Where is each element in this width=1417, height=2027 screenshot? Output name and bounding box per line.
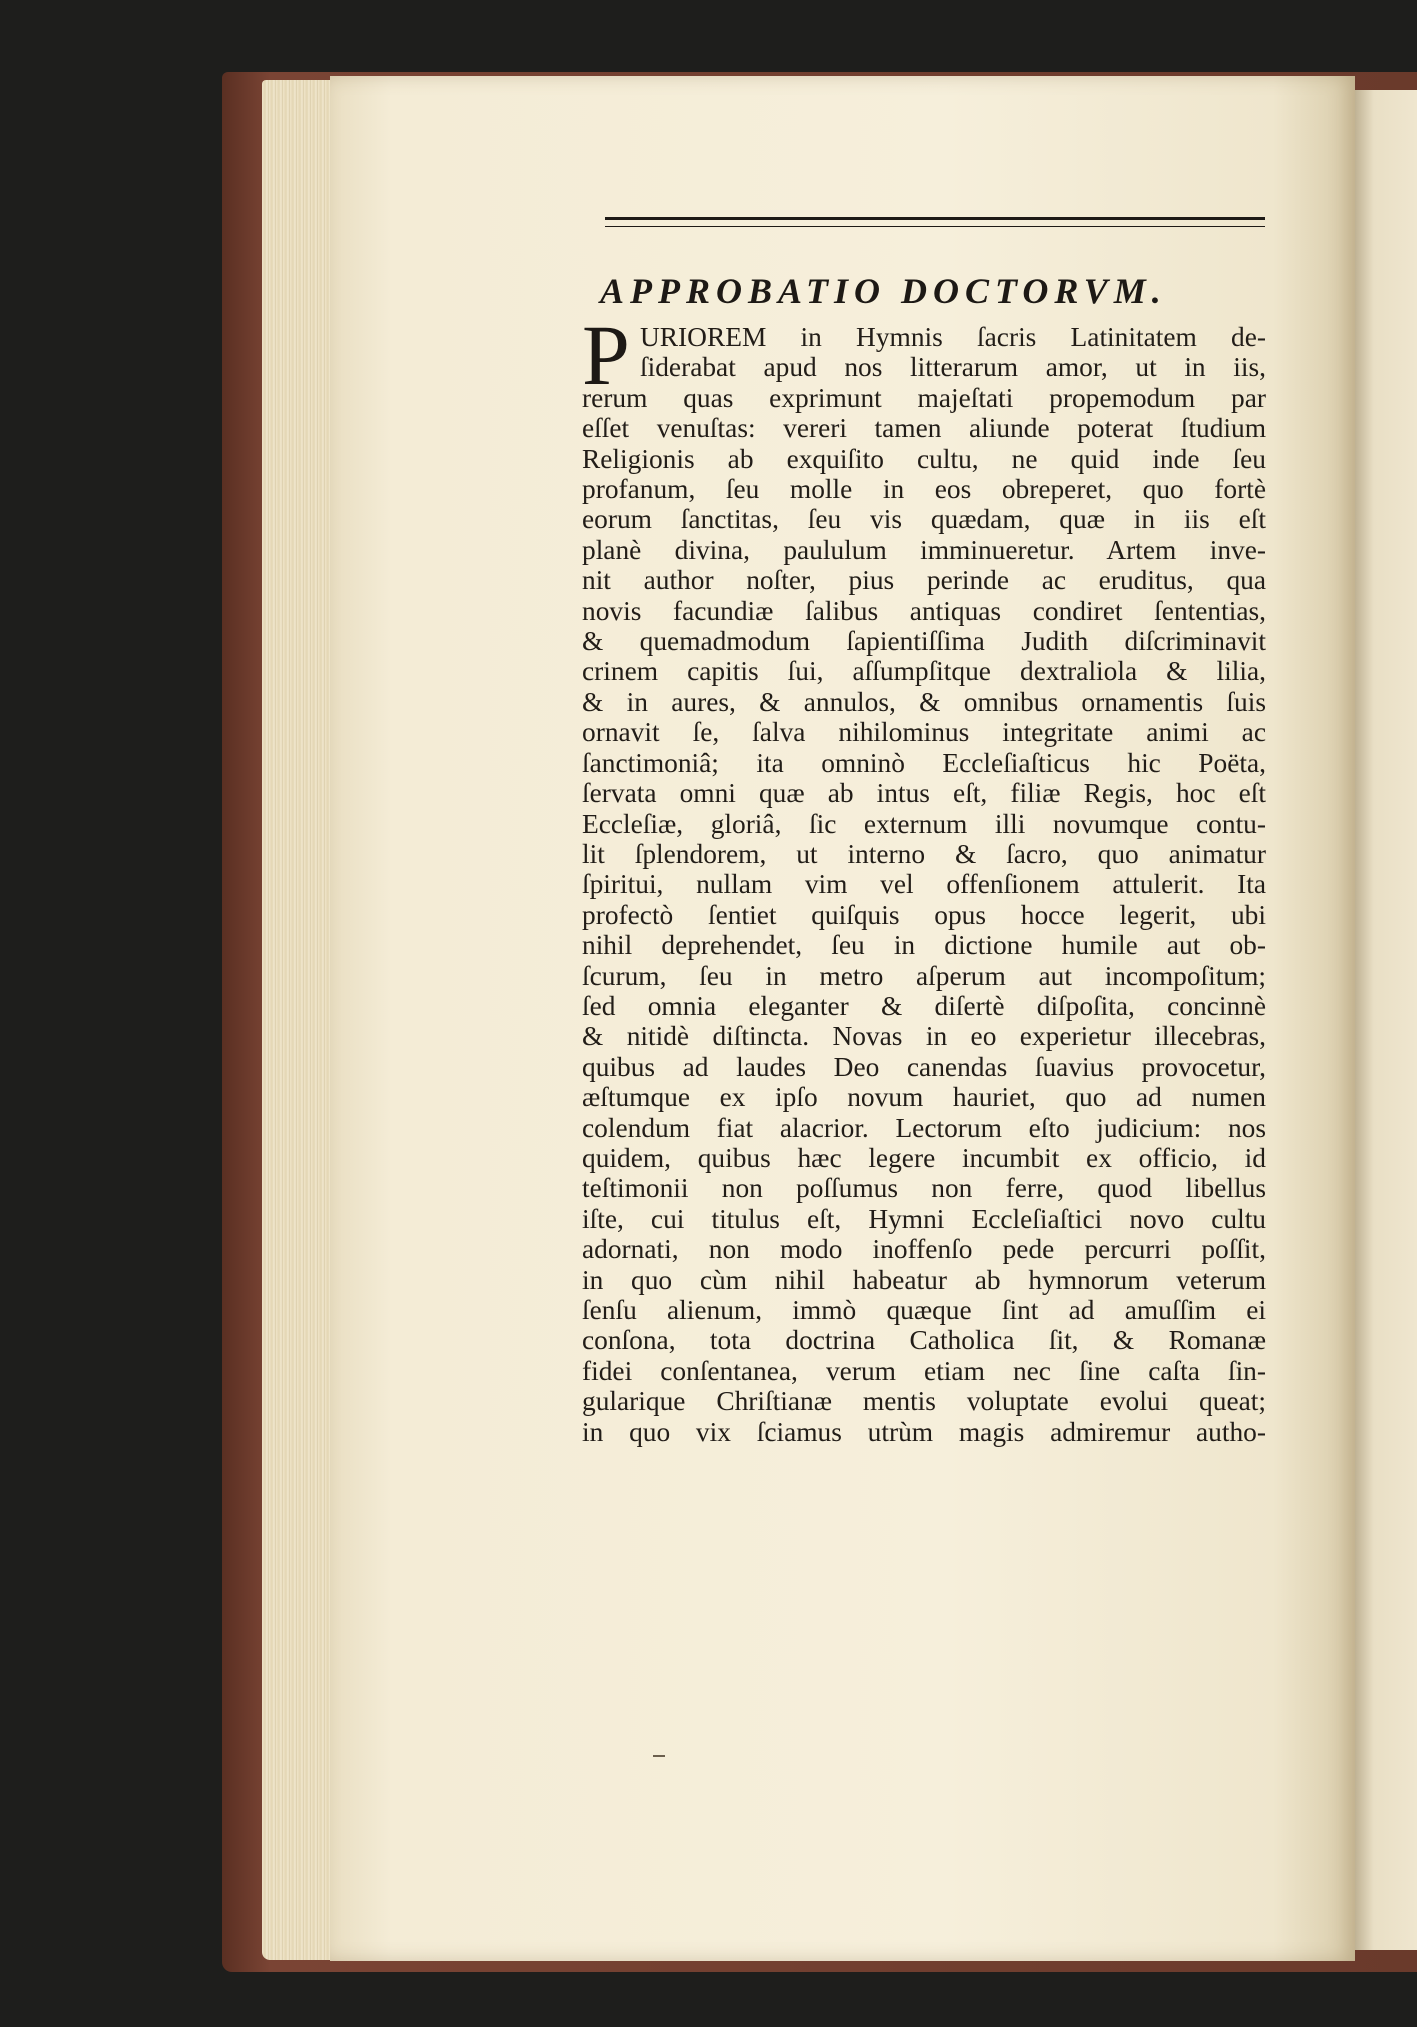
text-line: & quemadmodum ſapientiſſima Judith diſcriminavit — [582, 626, 1266, 657]
page-heading: APPROBATIO DOCTORVM. — [600, 271, 1167, 311]
text-line: ſenſu alienum, immò quæque ſint ad amuſſim ei — [582, 1295, 1266, 1325]
text-line: nit author noſter, pius perinde ac eruditus, qua — [582, 565, 1266, 596]
text-line: Eccleſiæ, gloriâ, ſic externum illi novumque contu- — [582, 808, 1266, 839]
text-line: conſona, tota doctrina Catholica ſit, & Romanæ — [582, 1325, 1266, 1356]
text-line: nihil deprehendet, ſeu in dictione humile aut ob- — [582, 930, 1266, 961]
text-line: in quo vix ſciamus utrùm magis admiremur autho- — [582, 1416, 1266, 1447]
text-line: fidei conſentanea, verum etiam nec ſine caſta ſin- — [582, 1355, 1266, 1386]
text-line: iſte, cui titulus eſt, Hymni Eccleſiaſtici novo cultu — [582, 1203, 1266, 1234]
text-line: eorum ſanctitas, ſeu vis quædam, quæ in iis eſt — [582, 504, 1266, 535]
text-line: profanum, ſeu molle in eos obreperet, quo fortè — [582, 474, 1266, 505]
text-line: æſtumque ex ipſo novum hauriet, quo ad numen — [582, 1082, 1266, 1113]
text-line: rerum quas exprimunt majeſtati propemodum par — [582, 382, 1266, 413]
text-line: planè divina, paululum imminueretur. Artem inve- — [582, 534, 1266, 565]
text-line: adornati, non modo inoffenſo pede percurri poſſit, — [582, 1234, 1266, 1265]
text-line: & in aures, & annulos, & omnibus ornamentis ſuis — [582, 686, 1266, 717]
text-line: ſanctimoniâ; ita omninò Eccleſiaſticus hic Poëta, — [582, 747, 1266, 778]
text-line: ſcurum, ſeu in metro aſperum aut incompoſitum; — [582, 960, 1266, 991]
text-line: crinem capitis ſui, aſſumpſitque dextraliola & lilia, — [582, 656, 1266, 687]
text-line: in quo cùm nihil habeatur ab hymnorum veterum — [582, 1264, 1266, 1295]
text-line: novis facundiæ ſalibus antiquas condiret ſententias, — [582, 595, 1266, 626]
page-mark — [653, 1755, 665, 1757]
text-line: ſiderabat apud nos litterarum amor, ut in iis, — [640, 352, 1266, 383]
text-line: lit ſplendorem, ut interno & ſacro, quo animatur — [582, 838, 1266, 869]
text-line: quidem, quibus hæc legere incumbit ex officio, id — [582, 1142, 1266, 1173]
body-text — [582, 307, 1266, 1447]
text-line: ornavit ſe, ſalva nihilominus integritate animi ac — [582, 717, 1266, 748]
text-line: gularique Chriſtianæ mentis voluptate evolui queat; — [582, 1386, 1266, 1417]
text-line: teſtimonii non poſſumus non ferre, quod libellus — [582, 1173, 1266, 1204]
text-line: quibus ad laudes Deo canendas ſuavius provocetur, — [582, 1051, 1266, 1082]
text-line: ſervata omni quæ ab intus eſt, filiæ Regis, hoc eſt — [582, 778, 1266, 809]
text-line: profectò ſentiet quiſquis opus hocce legerit, ubi — [582, 899, 1266, 930]
text-line: ſed omnia eleganter & diſertè diſpoſita, concinnè — [582, 990, 1266, 1021]
text-line: URIOREM in Hymnis ſacris Latinitatem de- — [640, 322, 1266, 352]
text-line: eſſet venuſtas: vereri tamen aliunde poterat ſtudium — [582, 413, 1266, 444]
facing-page-edge — [1345, 90, 1417, 1950]
text-line: ſpiritui, nullam vim vel offenſionem attulerit. Ita — [582, 869, 1266, 900]
text-line: Religionis ab exquiſito cultu, ne quid inde ſeu — [582, 443, 1266, 474]
text-line: colendum fiat alacrior. Lectorum eſto judicium: nos — [582, 1112, 1266, 1143]
header-rule — [605, 217, 1265, 227]
drop-cap: P — [582, 307, 630, 403]
text-line: & nitidè diſtincta. Novas in eo experietur illecebras, — [582, 1021, 1266, 1052]
